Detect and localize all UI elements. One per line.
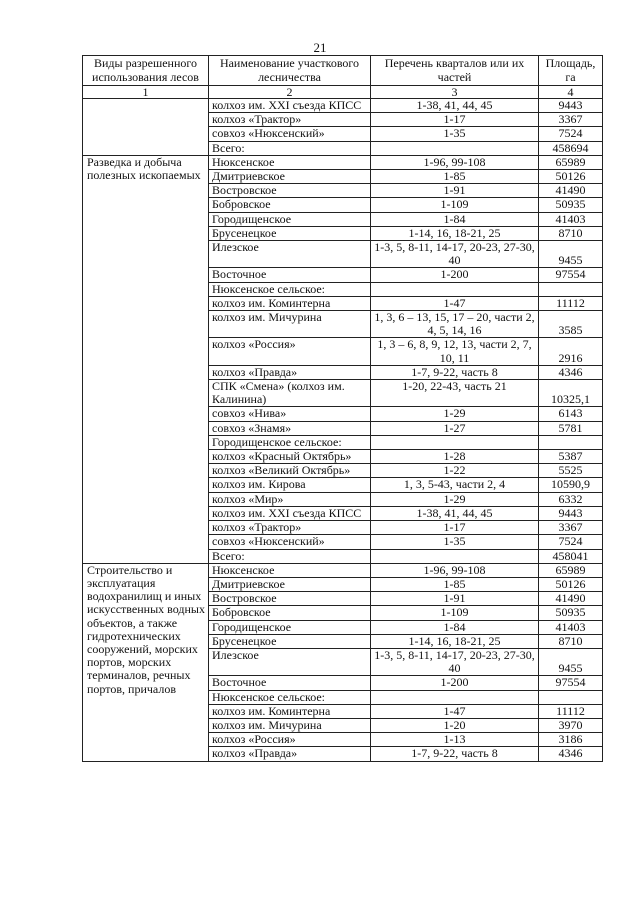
quarters-cell: 1-38, 41, 44, 45 — [371, 506, 539, 520]
area-cell: 5781 — [539, 421, 603, 435]
quarters-cell: 1-109 — [371, 198, 539, 212]
quarters-cell: 1-91 — [371, 592, 539, 606]
quarters-cell: 1-200 — [371, 268, 539, 282]
area-cell: 11112 — [539, 704, 603, 718]
forestry-name-cell: Илезское — [209, 648, 371, 675]
forestry-name-cell: Нюксенское — [209, 563, 371, 577]
header-quarters: Перечень кварталов или их частей — [371, 56, 539, 86]
quarters-cell: 1-84 — [371, 212, 539, 226]
area-cell: 3367 — [539, 521, 603, 535]
forestry-name-cell: колхоз им. XXI съезда КПСС — [209, 506, 371, 520]
quarters-cell: 1-20 — [371, 718, 539, 732]
table-row — [83, 563, 603, 577]
forestry-name-cell: Нюксенское сельское: — [209, 690, 371, 704]
forestry-name-cell: колхоз им. Коминтерна — [209, 296, 371, 310]
table-row — [83, 99, 603, 113]
forestry-name-cell: колхоз «Россия» — [209, 338, 371, 365]
area-cell: 2916 — [539, 338, 603, 365]
forestry-name-cell: Брусенецкое — [209, 634, 371, 648]
header-row — [83, 56, 603, 86]
quarters-cell: 1-47 — [371, 296, 539, 310]
area-cell: 97554 — [539, 676, 603, 690]
quarters-cell: 1-3, 5, 8-11, 14-17, 20-23, 27-30, 40 — [371, 241, 539, 268]
quarters-cell: 1, 3 – 6, 8, 9, 12, 13, части 2, 7, 10, 11 — [371, 338, 539, 365]
quarters-cell — [371, 282, 539, 296]
forestry-name-cell: Бобровское — [209, 606, 371, 620]
quarters-cell: 1-17 — [371, 113, 539, 127]
forest-use-table — [82, 55, 603, 762]
quarters-cell: 1-28 — [371, 450, 539, 464]
area-cell: 3186 — [539, 733, 603, 747]
forestry-name-cell: колхоз им. XXI съезда КПСС — [209, 99, 371, 113]
quarters-cell: 1-14, 16, 18-21, 25 — [371, 226, 539, 240]
use-type-cell — [83, 99, 209, 156]
quarters-cell: 1-35 — [371, 535, 539, 549]
forestry-name-cell: Восточное — [209, 268, 371, 282]
forestry-name-cell: Нюксенское сельское: — [209, 282, 371, 296]
forestry-name-cell: Всего: — [209, 141, 371, 155]
area-cell: 41490 — [539, 184, 603, 198]
column-number: 3 — [371, 86, 539, 99]
quarters-cell: 1-35 — [371, 127, 539, 141]
area-cell: 5525 — [539, 464, 603, 478]
forestry-name-cell: Восточное — [209, 676, 371, 690]
area-cell: 9455 — [539, 648, 603, 675]
area-cell — [539, 690, 603, 704]
forestry-name-cell: Востровское — [209, 592, 371, 606]
quarters-cell: 1-20, 22-43, часть 21 — [371, 380, 539, 407]
area-cell: 50935 — [539, 606, 603, 620]
area-cell: 4346 — [539, 747, 603, 761]
area-cell: 3367 — [539, 113, 603, 127]
quarters-cell — [371, 690, 539, 704]
table-body — [83, 56, 603, 762]
area-cell: 8710 — [539, 226, 603, 240]
forestry-name-cell: колхоз им. Кирова — [209, 478, 371, 492]
area-cell: 50126 — [539, 577, 603, 591]
area-cell: 65989 — [539, 155, 603, 169]
area-cell: 6332 — [539, 492, 603, 506]
forestry-name-cell: Всего: — [209, 549, 371, 563]
forestry-name-cell: Востровское — [209, 184, 371, 198]
quarters-cell: 1-27 — [371, 421, 539, 435]
column-number-row — [83, 86, 603, 99]
forestry-name-cell: Нюксенское — [209, 155, 371, 169]
table-row — [83, 155, 603, 169]
area-cell — [539, 435, 603, 449]
forestry-name-cell: колхоз «Трактор» — [209, 521, 371, 535]
quarters-cell: 1-29 — [371, 407, 539, 421]
area-cell: 9455 — [539, 241, 603, 268]
quarters-cell: 1-85 — [371, 577, 539, 591]
area-cell: 458041 — [539, 549, 603, 563]
quarters-cell: 1-84 — [371, 620, 539, 634]
area-cell: 10325,1 — [539, 380, 603, 407]
area-cell: 65989 — [539, 563, 603, 577]
quarters-cell: 1-85 — [371, 170, 539, 184]
area-cell: 97554 — [539, 268, 603, 282]
forestry-name-cell: совхоз «Нюксенский» — [209, 127, 371, 141]
quarters-cell: 1, 3, 5-43, части 2, 4 — [371, 478, 539, 492]
quarters-cell: 1-7, 9-22, часть 8 — [371, 747, 539, 761]
quarters-cell: 1-38, 41, 44, 45 — [371, 99, 539, 113]
forestry-name-cell: совхоз «Нива» — [209, 407, 371, 421]
quarters-cell: 1-14, 16, 18-21, 25 — [371, 634, 539, 648]
quarters-cell: 1-109 — [371, 606, 539, 620]
column-number: 1 — [83, 86, 209, 99]
forestry-name-cell: Городищенское — [209, 212, 371, 226]
forestry-name-cell: Брусенецкое — [209, 226, 371, 240]
header-area: Площадь, га — [539, 56, 603, 86]
forestry-name-cell: Городищенское сельское: — [209, 435, 371, 449]
forestry-name-cell: колхоз им. Мичурина — [209, 311, 371, 338]
forestry-name-cell: Городищенское — [209, 620, 371, 634]
forestry-name-cell: колхоз «Великий Октябрь» — [209, 464, 371, 478]
area-cell: 4346 — [539, 365, 603, 379]
quarters-cell: 1-13 — [371, 733, 539, 747]
quarters-cell — [371, 435, 539, 449]
forestry-name-cell: Дмитриевское — [209, 577, 371, 591]
column-number: 4 — [539, 86, 603, 99]
quarters-cell: 1-3, 5, 8-11, 14-17, 20-23, 27-30, 40 — [371, 648, 539, 675]
area-cell: 3585 — [539, 311, 603, 338]
column-number: 2 — [209, 86, 371, 99]
area-cell: 10590,9 — [539, 478, 603, 492]
area-cell — [539, 282, 603, 296]
forestry-name-cell: Илезское — [209, 241, 371, 268]
quarters-cell: 1-17 — [371, 521, 539, 535]
forestry-name-cell: колхоз «Правда» — [209, 365, 371, 379]
use-type-cell: Разведка и добыча полезных ископаемых — [83, 155, 209, 563]
forestry-name-cell: Бобровское — [209, 198, 371, 212]
forestry-name-cell: колхоз «Трактор» — [209, 113, 371, 127]
quarters-cell: 1-7, 9-22, часть 8 — [371, 365, 539, 379]
quarters-cell — [371, 141, 539, 155]
header-use-type: Виды разрешенного использования лесов — [83, 56, 209, 86]
area-cell: 5387 — [539, 450, 603, 464]
area-cell: 7524 — [539, 127, 603, 141]
quarters-cell: 1-47 — [371, 704, 539, 718]
forestry-name-cell: колхоз «Правда» — [209, 747, 371, 761]
quarters-cell: 1-91 — [371, 184, 539, 198]
page-number: 21 — [313, 40, 327, 55]
area-cell: 8710 — [539, 634, 603, 648]
forestry-name-cell: совхоз «Нюксенский» — [209, 535, 371, 549]
quarters-cell: 1-29 — [371, 492, 539, 506]
quarters-cell — [371, 549, 539, 563]
area-cell: 41403 — [539, 620, 603, 634]
use-type-cell: Строительство и эксплуатация водохранилищ и иных искусственных водных объектов, а также гидротехнических сооружений, морских портов, морских терминалов, речных портов, причалов — [83, 563, 209, 761]
area-cell: 458694 — [539, 141, 603, 155]
forestry-name-cell: совхоз «Знамя» — [209, 421, 371, 435]
quarters-cell: 1-96, 99-108 — [371, 155, 539, 169]
area-cell: 9443 — [539, 506, 603, 520]
forestry-name-cell: Дмитриевское — [209, 170, 371, 184]
forestry-name-cell: колхоз им. Мичурина — [209, 718, 371, 732]
quarters-cell: 1-200 — [371, 676, 539, 690]
quarters-cell: 1-96, 99-108 — [371, 563, 539, 577]
area-cell: 7524 — [539, 535, 603, 549]
area-cell: 50126 — [539, 170, 603, 184]
quarters-cell: 1-22 — [371, 464, 539, 478]
area-cell: 11112 — [539, 296, 603, 310]
area-cell: 9443 — [539, 99, 603, 113]
forestry-name-cell: СПК «Смена» (колхоз им. Калинина) — [209, 380, 371, 407]
area-cell: 41490 — [539, 592, 603, 606]
area-cell: 6143 — [539, 407, 603, 421]
forestry-name-cell: колхоз им. Коминтерна — [209, 704, 371, 718]
area-cell: 41403 — [539, 212, 603, 226]
header-forestry-name: Наименование участкового лесничества — [209, 56, 371, 86]
forestry-name-cell: колхоз «Красный Октябрь» — [209, 450, 371, 464]
area-cell: 3970 — [539, 718, 603, 732]
forestry-name-cell: колхоз «Россия» — [209, 733, 371, 747]
quarters-cell: 1, 3, 6 – 13, 15, 17 – 20, части 2, 4, 5, 14, 16 — [371, 311, 539, 338]
area-cell: 50935 — [539, 198, 603, 212]
forestry-name-cell: колхоз «Мир» — [209, 492, 371, 506]
